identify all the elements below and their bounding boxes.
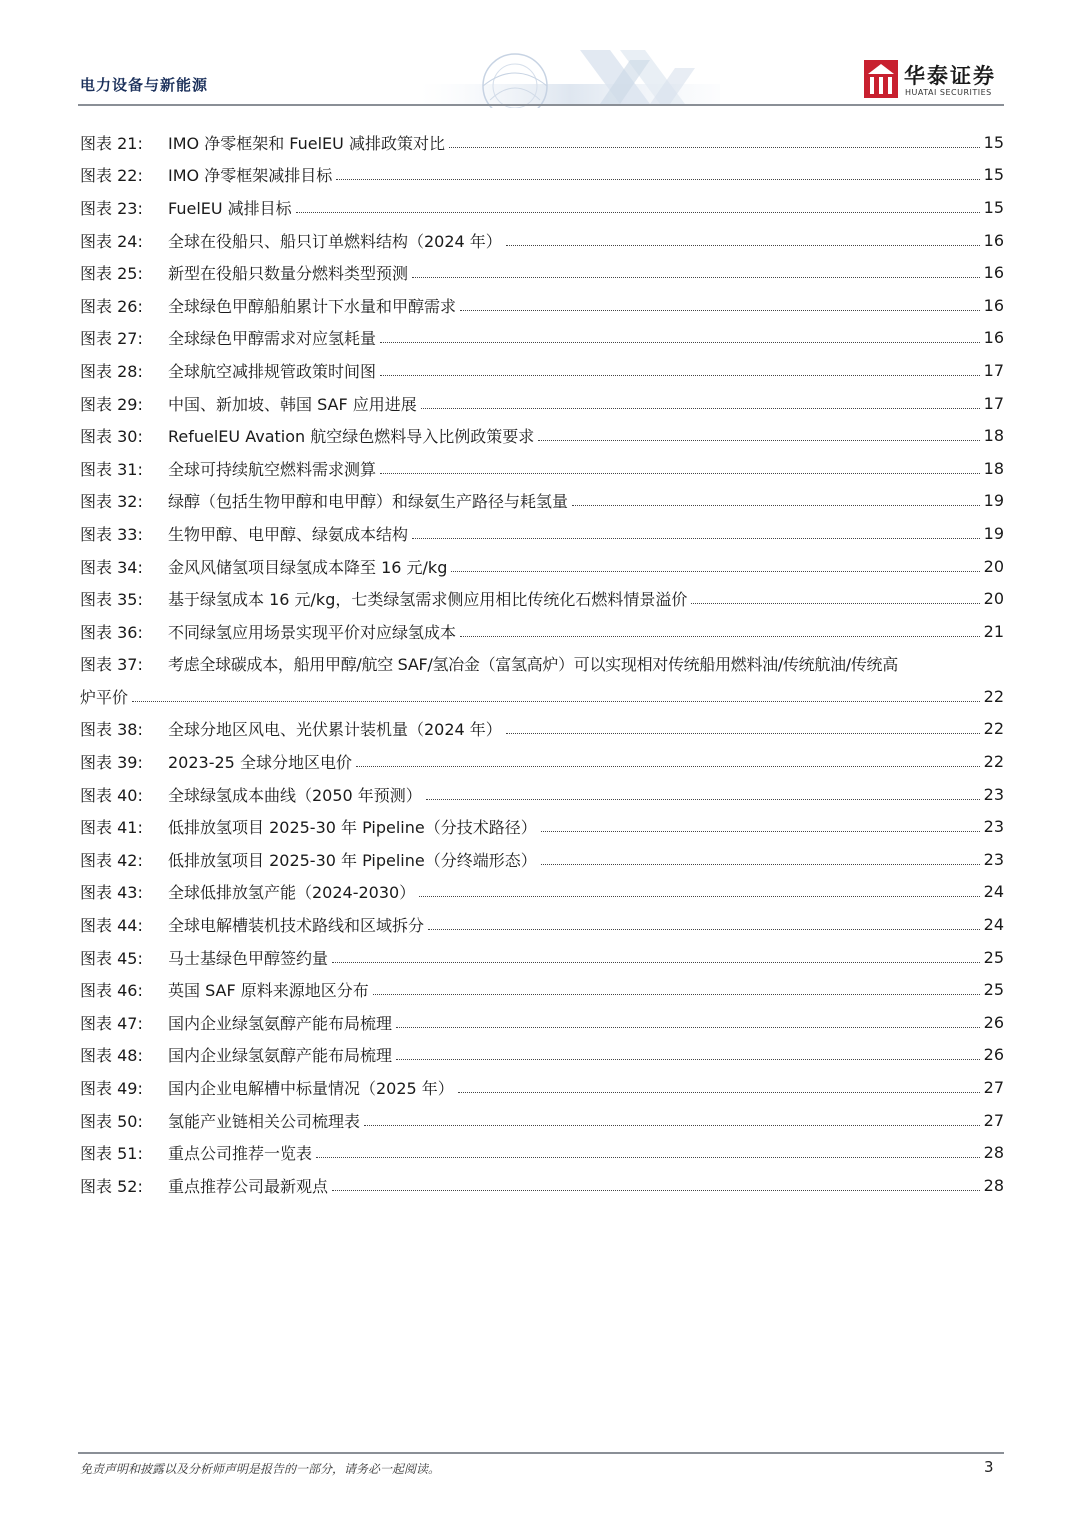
page-reference: 16 — [983, 295, 1004, 315]
figure-number: 图表 42: — [80, 850, 143, 870]
page-reference: 16 — [983, 263, 1004, 283]
dot-leader — [541, 831, 980, 832]
page-reference: 17 — [983, 360, 1004, 380]
figure-title: 全球绿色甲醇需求对应氢耗量 — [168, 329, 377, 349]
page-reference: 19 — [983, 491, 1004, 511]
dot-leader — [373, 994, 980, 995]
figure-title: 重点推荐公司最新观点 — [168, 1176, 329, 1196]
dot-leader — [332, 1190, 980, 1191]
toc-entry[interactable] — [80, 159, 1004, 192]
figure-title: 生物甲醇、电甲醇、绿氨成本结构 — [168, 524, 409, 544]
page-reference: 27 — [983, 1078, 1004, 1098]
dot-leader — [380, 375, 980, 376]
page-reference: 28 — [983, 1175, 1004, 1195]
toc-entry[interactable] — [80, 322, 1004, 355]
dot-leader — [412, 538, 980, 539]
toc-entry[interactable] — [80, 843, 1004, 876]
page-reference: 17 — [983, 393, 1004, 413]
page-reference: 22 — [983, 719, 1004, 739]
dot-leader — [396, 1059, 980, 1060]
page-reference: 16 — [983, 230, 1004, 250]
toc-entry[interactable] — [80, 191, 1004, 224]
toc-entry[interactable] — [80, 810, 1004, 843]
figure-number: 图表 37: — [80, 655, 143, 675]
figure-number: 图表 40: — [80, 785, 143, 805]
figure-number: 图表 43: — [80, 883, 143, 903]
figure-number: 图表 49: — [80, 1079, 143, 1099]
figure-title: 重点公司推荐一览表 — [168, 1144, 313, 1164]
figure-number: 图表 41: — [80, 818, 143, 838]
figure-title: 基于绿氢成本 16 元/kg，七类绿氢需求侧应用相比传统化石燃料情景溢价 — [168, 590, 688, 610]
page-reference: 22 — [983, 752, 1004, 772]
toc-entry[interactable] — [80, 485, 1004, 518]
figure-number: 图表 44: — [80, 916, 143, 936]
toc-entry[interactable] — [80, 419, 1004, 452]
page-reference: 26 — [983, 1012, 1004, 1032]
figure-title: RefuelEU Avation 航空绿色燃料导入比例政策要求 — [168, 427, 535, 447]
footer-divider — [78, 1452, 1004, 1454]
page-reference: 16 — [983, 328, 1004, 348]
toc-entry[interactable] — [80, 1006, 1004, 1039]
dot-leader — [506, 245, 980, 246]
figure-title: 氢能产业链相关公司梳理表 — [168, 1111, 361, 1131]
dot-leader — [458, 1092, 980, 1093]
dot-leader — [428, 929, 980, 930]
dot-leader — [336, 179, 980, 180]
figure-title: 全球航空减排规管政策时间图 — [168, 361, 377, 381]
figure-number: 图表 52: — [80, 1176, 143, 1196]
page-reference: 20 — [983, 556, 1004, 576]
toc-entry[interactable] — [80, 582, 1004, 615]
toc-entry-continuation[interactable] — [80, 680, 1004, 713]
toc-entry[interactable] — [80, 908, 1004, 941]
toc-entry[interactable] — [80, 126, 1004, 159]
figure-number: 图表 35: — [80, 590, 143, 610]
dot-leader — [538, 440, 980, 441]
dot-leader — [691, 603, 980, 604]
dot-leader — [132, 701, 980, 702]
figure-number: 图表 46: — [80, 981, 143, 1001]
disclaimer-text: 免责声明和披露以及分析师声明是报告的一部分，请务必一起阅读。 — [80, 1462, 441, 1476]
dot-leader — [380, 473, 980, 474]
toc-entry[interactable] — [80, 1169, 1004, 1202]
toc-entry[interactable] — [80, 615, 1004, 648]
header-decoration-graphic — [420, 40, 720, 108]
dot-leader — [332, 962, 980, 963]
logo-english-text: HUATAI SECURITIES — [905, 88, 992, 97]
figure-title: FuelEU 减排目标 — [168, 198, 292, 218]
logo-chinese-text: 华泰证券 — [904, 64, 996, 88]
figure-number: 图表 28: — [80, 361, 143, 381]
figure-title: 新型在役船只数量分燃料类型预测 — [168, 264, 409, 284]
figure-title: 绿醇（包括生物甲醇和电甲醇）和绿氨生产路径与耗氢量 — [168, 492, 569, 512]
dot-leader — [419, 896, 980, 897]
figure-number: 图表 23: — [80, 198, 143, 218]
figure-number: 图表 45: — [80, 948, 143, 968]
figure-title: 考虑全球碳成本，船用甲醇/航空 SAF/氢冶金（富氢高炉）可以实现相对传统船用燃料油/传统航油/传统高 — [168, 655, 898, 675]
figure-title: 不同绿氢应用场景实现平价对应绿氢成本 — [168, 622, 457, 642]
figure-title: 低排放氢项目 2025-30 年 Pipeline（分技术路径） — [168, 818, 537, 838]
figure-title: 国内企业绿氢氨醇产能布局梳理 — [168, 1013, 393, 1033]
toc-entry[interactable] — [80, 745, 1004, 778]
section-title: 电力设备与新能源 — [80, 76, 209, 94]
toc-entry[interactable] — [80, 713, 1004, 746]
figure-number: 图表 48: — [80, 1046, 143, 1066]
dot-leader — [460, 636, 980, 637]
figure-number: 图表 31: — [80, 459, 143, 479]
toc-entry[interactable] — [80, 778, 1004, 811]
page-reference: 18 — [983, 426, 1004, 446]
figure-title: 英国 SAF 原料来源地区分布 — [168, 981, 369, 1001]
figure-number: 图表 32: — [80, 492, 143, 512]
figure-title: 全球可持续航空燃料需求测算 — [168, 459, 377, 479]
figure-title: IMO 净零框架和 FuelEU 减排政策对比 — [168, 133, 445, 153]
toc-entry[interactable] — [80, 387, 1004, 420]
toc-entry[interactable] — [80, 1104, 1004, 1137]
toc-entry[interactable] — [80, 1071, 1004, 1104]
figure-title: 2023-25 全球分地区电价 — [168, 753, 352, 773]
figure-title: 全球低排放氢产能（2024-2030） — [168, 883, 416, 903]
figure-number: 图表 39: — [80, 753, 143, 773]
figure-number: 图表 33: — [80, 524, 143, 544]
dot-leader — [541, 864, 980, 865]
figure-number: 图表 36: — [80, 622, 143, 642]
page-reference: 15 — [983, 165, 1004, 185]
figure-title: 马士基绿色甲醇签约量 — [168, 948, 329, 968]
page-reference: 23 — [983, 784, 1004, 804]
figure-number: 图表 26: — [80, 296, 143, 316]
dot-leader — [426, 799, 980, 800]
figure-title: 低排放氢项目 2025-30 年 Pipeline（分终端形态） — [168, 850, 537, 870]
huatai-logo — [864, 60, 1004, 100]
toc-entry[interactable] — [80, 876, 1004, 909]
toc-entry[interactable] — [80, 256, 1004, 289]
page-reference: 26 — [983, 1045, 1004, 1065]
figure-number: 图表 51: — [80, 1144, 143, 1164]
toc-entry[interactable] — [80, 973, 1004, 1006]
dot-leader — [572, 505, 980, 506]
toc-entry[interactable] — [80, 1039, 1004, 1072]
figure-number: 图表 21: — [80, 133, 143, 153]
toc-entry[interactable] — [80, 517, 1004, 550]
dot-leader — [380, 342, 980, 343]
dot-leader — [451, 571, 980, 572]
page-reference: 22 — [983, 686, 1004, 706]
dot-leader — [506, 733, 980, 734]
toc-entry[interactable] — [80, 1136, 1004, 1169]
dot-leader — [364, 1125, 980, 1126]
figure-number: 图表 25: — [80, 264, 143, 284]
figure-title: 全球电解槽装机技术路线和区域拆分 — [168, 916, 425, 936]
figure-number: 图表 47: — [80, 1013, 143, 1033]
toc-entry[interactable] — [80, 550, 1004, 583]
dot-leader — [316, 1157, 980, 1158]
dot-leader — [460, 310, 980, 311]
figure-number: 图表 38: — [80, 720, 143, 740]
page-reference: 15 — [983, 197, 1004, 217]
toc-entry[interactable] — [80, 452, 1004, 485]
figure-number: 图表 50: — [80, 1111, 143, 1131]
figure-title-continuation: 炉平价 — [80, 687, 129, 707]
figure-title: 全球在役船只、船只订单燃料结构（2024 年） — [168, 231, 502, 251]
page-reference: 23 — [983, 817, 1004, 837]
dot-leader — [449, 147, 980, 148]
toc-entry[interactable] — [80, 354, 1004, 387]
page-reference: 15 — [983, 132, 1004, 152]
page-reference: 24 — [983, 915, 1004, 935]
figure-title: 金风风储氢项目绿氢成本降至 16 元/kg — [168, 557, 448, 577]
figure-number: 图表 30: — [80, 427, 143, 447]
page-reference: 27 — [983, 1110, 1004, 1130]
dot-leader — [421, 408, 980, 409]
page-reference: 25 — [983, 947, 1004, 967]
figure-number: 图表 27: — [80, 329, 143, 349]
toc-entry[interactable] — [80, 289, 1004, 322]
dot-leader — [412, 277, 980, 278]
figure-title: 国内企业电解槽中标量情况（2025 年） — [168, 1079, 454, 1099]
figure-number: 图表 34: — [80, 557, 143, 577]
page-reference: 19 — [983, 523, 1004, 543]
figure-title: 全球绿氢成本曲线（2050 年预测） — [168, 785, 422, 805]
page-reference: 20 — [983, 589, 1004, 609]
page-reference: 28 — [983, 1143, 1004, 1163]
figure-number: 图表 22: — [80, 166, 143, 186]
page-reference: 23 — [983, 849, 1004, 869]
figure-number: 图表 24: — [80, 231, 143, 251]
figure-title: 全球绿色甲醇船舶累计下水量和甲醇需求 — [168, 296, 457, 316]
figure-title: 全球分地区风电、光伏累计装机量（2024 年） — [168, 720, 502, 740]
toc-entry[interactable] — [80, 224, 1004, 257]
page-reference: 24 — [983, 882, 1004, 902]
huatai-logo-mark-icon — [864, 60, 898, 98]
toc-entry[interactable] — [80, 648, 1004, 681]
page-reference: 21 — [983, 621, 1004, 641]
dot-leader — [396, 1027, 980, 1028]
toc-entry[interactable] — [80, 941, 1004, 974]
page-header — [0, 0, 1080, 110]
figure-list — [80, 126, 1004, 1202]
page-reference: 18 — [983, 458, 1004, 478]
figure-title: 中国、新加坡、韩国 SAF 应用进展 — [168, 394, 417, 414]
figure-title: IMO 净零框架减排目标 — [168, 166, 333, 186]
dot-leader — [356, 766, 980, 767]
page-number: 3 — [984, 1458, 994, 1476]
dot-leader — [296, 212, 980, 213]
figure-title: 国内企业绿氢氨醇产能布局梳理 — [168, 1046, 393, 1066]
header-divider — [78, 104, 1004, 106]
page-reference: 25 — [983, 980, 1004, 1000]
figure-number: 图表 29: — [80, 394, 143, 414]
